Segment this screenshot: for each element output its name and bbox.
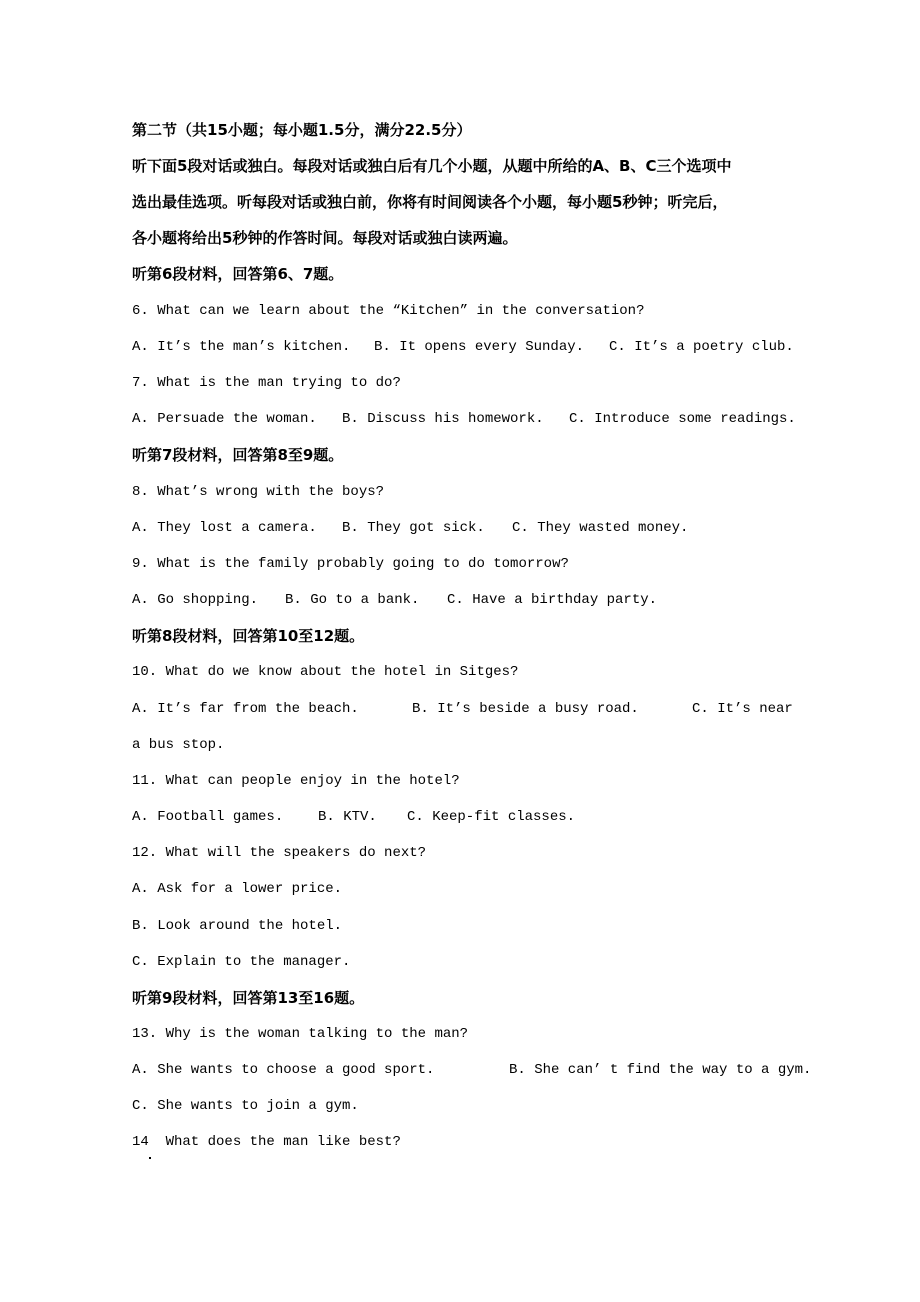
question-14: 14 What does the man like best? xyxy=(132,1134,401,1150)
options-6 xyxy=(132,337,812,357)
option-c-continued: a bus stop. xyxy=(132,737,225,753)
stray-dot xyxy=(149,1157,151,1159)
question-6: 6. What can we learn about the “Kitchen” in the conversation? xyxy=(132,303,645,319)
option-a: A. They lost a camera. xyxy=(132,520,317,536)
question-9: 9. What is the family probably going to do tomorrow? xyxy=(132,556,569,572)
group-heading: 听第6段材料，回答第6、7题。 xyxy=(132,265,344,283)
section-title: 第二节（共15小题；每小题1.5分，满分22.5分） xyxy=(132,121,472,139)
option-a: A. Ask for a lower price. xyxy=(132,881,343,897)
option-c: C. Introduce some readings. xyxy=(569,411,796,427)
option-b: B. Look around the hotel. xyxy=(132,918,343,934)
option-c: C. They wasted money. xyxy=(512,520,689,536)
instructions-line: 各小题将给出5秒钟的作答时间。每段对话或独白读两遍。 xyxy=(132,229,518,247)
option-c: C. Explain to the manager. xyxy=(132,954,351,970)
option-b: B. KTV. xyxy=(318,809,377,825)
option-b: B. Discuss his homework. xyxy=(342,411,544,427)
option-b: B. It’s beside a busy road. xyxy=(412,701,639,717)
group-heading: 听第9段材料，回答第13至16题。 xyxy=(132,989,365,1007)
group-heading: 听第7段材料，回答第8至9题。 xyxy=(132,446,344,464)
option-b: B. Go to a bank. xyxy=(285,592,420,608)
option-b: B. They got sick. xyxy=(342,520,485,536)
options-10 xyxy=(132,699,812,719)
option-a: A. Persuade the woman. xyxy=(132,411,317,427)
question-7: 7. What is the man trying to do? xyxy=(132,375,401,391)
question-8: 8. What’s wrong with the boys? xyxy=(132,484,385,500)
options-9 xyxy=(132,590,812,610)
question-11: 11. What can people enjoy in the hotel? xyxy=(132,773,460,789)
question-13: 13. Why is the woman talking to the man? xyxy=(132,1026,469,1042)
option-c: C. She wants to join a gym. xyxy=(132,1098,359,1114)
option-c: C. Have a birthday party. xyxy=(447,592,658,608)
question-12: 12. What will the speakers do next? xyxy=(132,845,427,861)
option-a: A. Go shopping. xyxy=(132,592,259,608)
option-a: A. She wants to choose a good sport. xyxy=(132,1062,435,1078)
group-heading: 听第8段材料，回答第10至12题。 xyxy=(132,627,365,645)
options-13 xyxy=(132,1060,812,1080)
option-b: B. It opens every Sunday. xyxy=(374,339,585,355)
instructions-line: 选出最佳选项。听每段对话或独白前，你将有时间阅读各个小题，每小题5秒钟；听完后， xyxy=(132,193,728,211)
question-10: 10. What do we know about the hotel in Sitges? xyxy=(132,664,519,680)
option-a: A. It’s the man’s kitchen. xyxy=(132,339,351,355)
instructions-line: 听下面5段对话或独白。每段对话或独白后有几个小题，从题中所给的A、B、C三个选项中 xyxy=(132,157,732,175)
option-c: C. It’s a poetry club. xyxy=(609,339,794,355)
option-b: B. She can’ t find the way to a gym. xyxy=(509,1062,812,1078)
option-a: A. Football games. xyxy=(132,809,284,825)
options-8 xyxy=(132,518,812,538)
options-11 xyxy=(132,807,812,827)
options-7 xyxy=(132,409,812,429)
option-c: C. It’s near xyxy=(692,701,793,717)
option-a: A. It’s far from the beach. xyxy=(132,701,359,717)
option-c: C. Keep-fit classes. xyxy=(407,809,576,825)
